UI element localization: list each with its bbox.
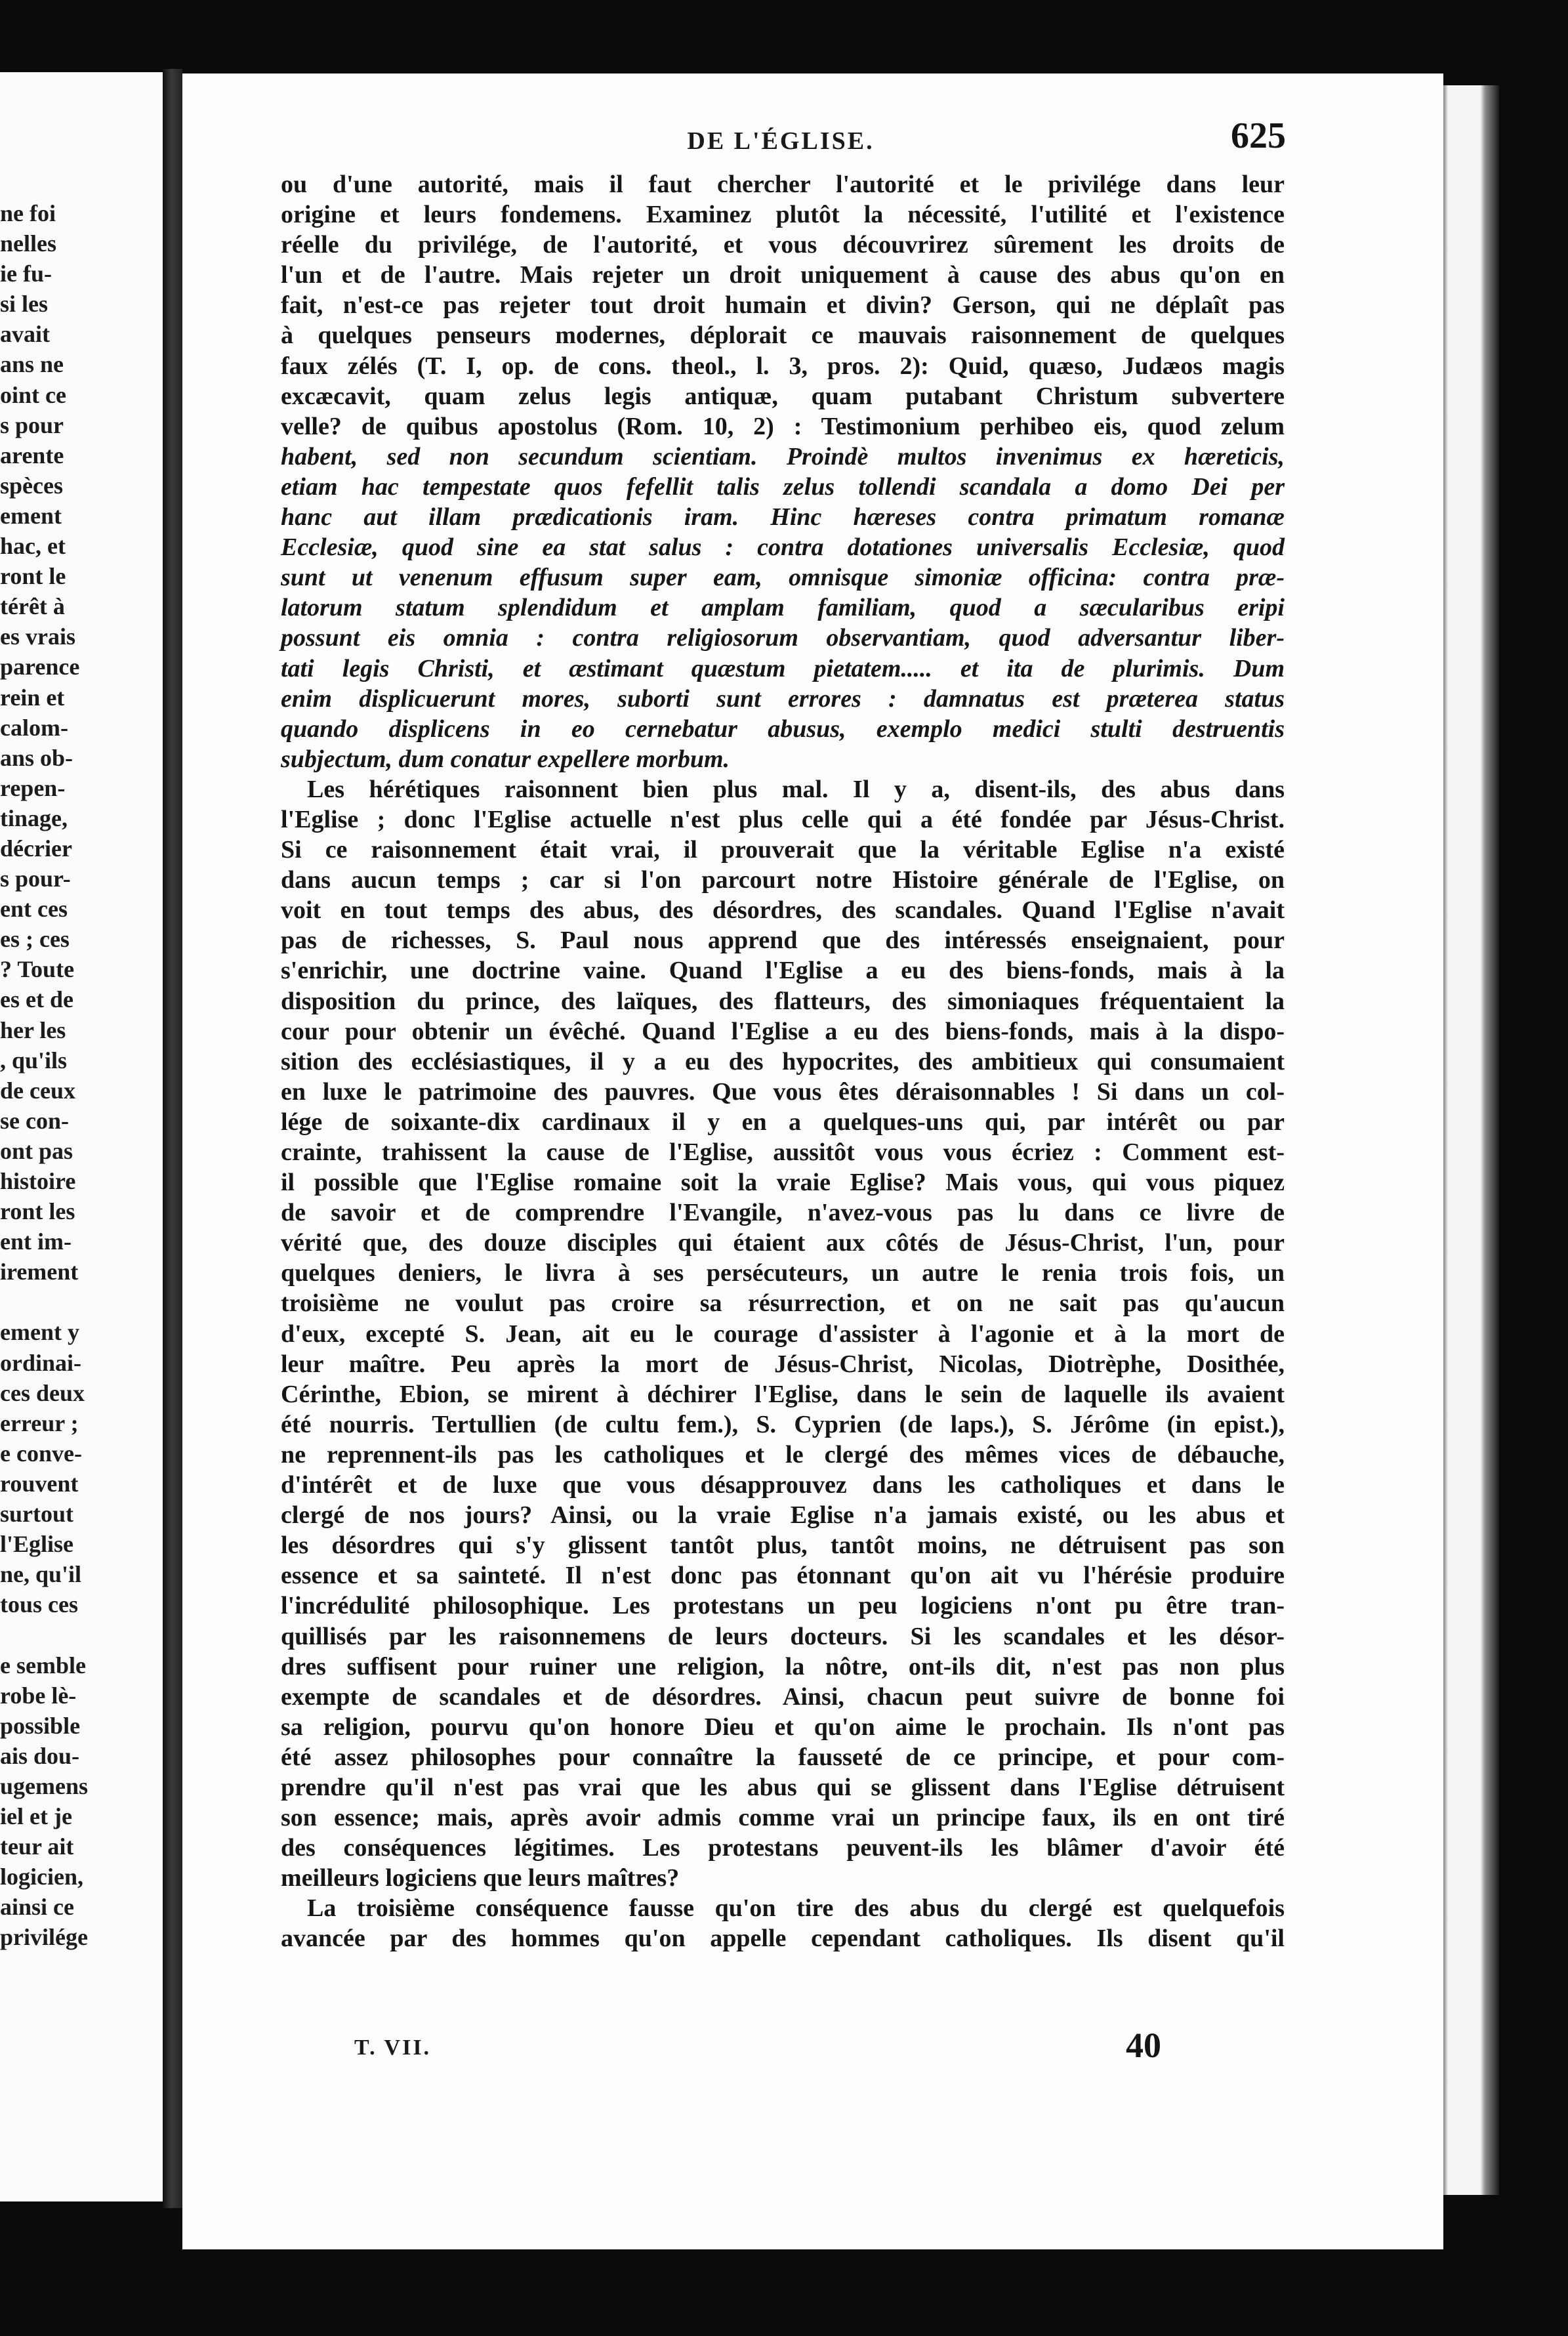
text-line: pas de richesses, S. Paul nous apprend que des intéressés enseignaient, pour xyxy=(281,927,1285,955)
text-line: quelques deniers, le livra à ses persécuteurs, un autre le renia trois fois, un xyxy=(281,1259,1285,1287)
text-line: des conséquences légitimes. Les protestans peuvent-ils les blâmer d'avoir été xyxy=(281,1834,1285,1862)
facing-page-fragment: ans ne xyxy=(0,351,64,378)
text-line: subjectum, dum conatur expellere morbum. xyxy=(281,745,730,773)
text-line: prendre qu'il n'est pas vrai que les abus qui se glissent dans l'Eglise détruisent xyxy=(281,1773,1285,1801)
text-line: La troisième conséquence fausse qu'on tire des abus du clergé est quelquefois xyxy=(307,1894,1285,1923)
facing-page-fragment: robe lè- xyxy=(0,1682,77,1709)
page-footer xyxy=(354,2021,1168,2067)
text-line: sunt ut venenum effusum super eam, omnisque simoniæ officina: contra præ- xyxy=(281,564,1285,592)
text-line: en luxe le patrimoine des pauvres. Que vous êtes déraisonnables ! Si dans un col- xyxy=(281,1077,1285,1106)
text-line: crainte, trahissent la cause de l'Eglise, aussitôt vous vous écriez : Comment est- xyxy=(281,1138,1285,1166)
text-line: à quelques penseurs modernes, déplorait ce mauvais raisonnement de quelques xyxy=(281,322,1285,350)
facing-page-fragment: ement y xyxy=(0,1319,79,1346)
text-line: hanc aut illam prædicationis iram. Hinc hæreses contra primatum romanæ xyxy=(281,503,1285,532)
text-line: réelle du privilége, de l'autorité, et vous découvrirez sûrement les droits de xyxy=(281,231,1285,259)
facing-page-fragment: irement xyxy=(0,1259,79,1285)
text-line: lége de soixante-dix cardinaux il y en a quelques-uns qui, par intérêt ou par xyxy=(281,1108,1285,1136)
text-line: tati legis Christi, et æstimant quæstum pietatem..... et ita de plurimis. Dum xyxy=(281,654,1285,682)
facing-page-left xyxy=(0,72,163,2201)
facing-page-fragment: avait xyxy=(0,321,50,348)
book-gutter xyxy=(163,69,182,2208)
facing-page-fragment: e semble xyxy=(0,1652,86,1679)
text-line: Ecclesiæ, quod sine ea stat salus : contra dotationes universalis Ecclesiæ, quod xyxy=(281,533,1285,562)
signature-mark: 40 xyxy=(1126,2026,1161,2065)
text-line: possunt eis omnia : contra religiosorum observantiam, quod adversantur liber- xyxy=(281,624,1285,652)
facing-page-fragment: arente xyxy=(0,442,64,469)
facing-page-fragment: si les xyxy=(0,291,49,318)
facing-page-fragment: s pour xyxy=(0,411,64,438)
running-title: DE L'ÉGLISE. xyxy=(687,127,875,155)
text-line: origine et leurs fondemens. Examinez plutôt la nécessité, l'utilité et l'existence xyxy=(281,201,1285,229)
text-line: d'eux, excepté S. Jean, ait eu le courage d'assister à l'agonie et à la mort de xyxy=(281,1320,1285,1348)
text-line: clergé de nos jours? Ainsi, ou la vraie Eglise n'a jamais existé, ou les abus et xyxy=(281,1501,1285,1530)
facing-page-fragment: hac, et xyxy=(0,533,66,560)
facing-page-fragment: oint ce xyxy=(0,381,66,408)
facing-page-fragment: ces deux xyxy=(0,1379,85,1406)
facing-page-fragment: nelles xyxy=(0,230,56,257)
text-line: ne reprennent-ils pas les catholiques et le clergé des mêmes vices de débauche, xyxy=(281,1440,1285,1469)
facing-page-fragment: ent im- xyxy=(0,1228,72,1255)
text-line: Cérinthe, Ebion, se mirent à déchirer l'Eglise, dans le sein de laquelle ils avaient xyxy=(281,1380,1285,1408)
facing-page-fragment: térêt à xyxy=(0,593,65,620)
facing-page-fragment: , qu'ils xyxy=(0,1047,68,1074)
text-line: essence et sa sainteté. Il n'est donc pas étonnant qu'on ait vu l'hérésie produire xyxy=(281,1562,1285,1590)
text-line: été assez philosophes pour connaître la fausseté de ce principe, et pour com- xyxy=(281,1743,1285,1771)
text-line: etiam hac tempestate quos fefellit talis zelus tollendi scandala a domo Dei per xyxy=(281,472,1285,501)
facing-page-fragment: l'Eglise xyxy=(0,1531,74,1558)
text-line: faux zélés (T. I, op. de cons. theol., l. 3, pros. 2): Quid, quæso, Judæos magis xyxy=(281,352,1285,380)
page-number: 625 xyxy=(1231,115,1286,156)
facing-page-fragment: ans ob- xyxy=(0,744,73,771)
volume-label: T. VII. xyxy=(354,2035,432,2060)
text-line: sa religion, pourvu qu'on honore Dieu et qu'on aime le prochain. Ils n'ont pas xyxy=(281,1713,1285,1741)
text-line: meilleurs logiciens que leurs maîtres? xyxy=(281,1864,680,1892)
page-edges-right xyxy=(1437,85,1499,2195)
text-line: voit en tout temps des abus, des désordres, des scandales. Quand l'Eglise n'avait xyxy=(281,896,1285,925)
facing-page-fragment: possible xyxy=(0,1712,81,1739)
text-line: été nourris. Tertullien (de cultu fem.), S. Cyprien (de laps.), S. Jérôme (in epist.), xyxy=(281,1410,1285,1438)
facing-page-fragment: ? Toute xyxy=(0,956,75,983)
facing-page-fragment: erreur ; xyxy=(0,1409,79,1436)
facing-page-fragment: histoire xyxy=(0,1168,76,1194)
text-line: dans aucun temps ; car si l'on parcourt notre Histoire générale de l'Eglise, on xyxy=(281,866,1285,894)
facing-page-fragment: iel et je xyxy=(0,1803,72,1829)
facing-page-fragment: tinage, xyxy=(0,804,68,831)
text-line: l'un et de l'autre. Mais rejeter un droit uniquement à cause des abus qu'on en xyxy=(281,261,1285,289)
text-line: l'Eglise ; donc l'Eglise actuelle n'est plus celle qui a été fondée par Jésus-Christ. xyxy=(281,805,1285,833)
facing-page-fragment: her les xyxy=(0,1016,66,1043)
text-line: fait, n'est-ce pas rejeter tout droit humain et divin? Gerson, qui ne déplaît pas xyxy=(281,291,1285,320)
facing-page-fragment: s pour- xyxy=(0,866,71,892)
facing-page-fragment: rouvent xyxy=(0,1470,79,1497)
facing-page-fragment xyxy=(0,1619,105,1650)
facing-page-fragment: ordinai- xyxy=(0,1349,82,1376)
text-line: de savoir et de comprendre l'Evangile, n'avez-vous pas lu dans ce livre de xyxy=(281,1199,1285,1227)
facing-page-fragment: ement xyxy=(0,502,62,529)
facing-page-fragment: ront les xyxy=(0,1198,75,1225)
paragraph-1 xyxy=(281,169,1285,442)
facing-page-fragment: calom- xyxy=(0,714,68,741)
text-line: excæcavit, quam zelus legis antiquæ, quam putabant Christum subvertere xyxy=(281,382,1285,410)
text-line: troisième ne voulut pas croire sa résurrection, et on ne sait pas qu'aucun xyxy=(281,1289,1285,1318)
text-line: enim displicuerunt mores, suborti sunt errores : damnatus est præterea status xyxy=(281,684,1285,713)
text-line: Si ce raisonnement était vrai, il prouverait que la véritable Eglise n'a existé xyxy=(281,836,1285,864)
facing-page-fragment: repen- xyxy=(0,774,66,801)
page-header xyxy=(276,115,1286,167)
facing-page-fragment: e conve- xyxy=(0,1440,82,1467)
facing-page-fragment: tous ces xyxy=(0,1591,78,1618)
text-line: l'incrédulité philosophique. Les protestans un peu logiciens n'ont pu être tran- xyxy=(281,1592,1285,1620)
facing-page-fragment: ront le xyxy=(0,563,66,590)
text-line: les désordres qui s'y glissent tantôt plus, tantôt moins, ne détruisent pas son xyxy=(281,1532,1285,1560)
facing-page-fragment: es vrais xyxy=(0,623,75,650)
facing-page-fragment: se con- xyxy=(0,1107,69,1134)
facing-page-fragment: logicien, xyxy=(0,1864,83,1890)
paragraph-2 xyxy=(281,774,1285,1893)
text-line: habent, sed non secundum scientiam. Proindè multos invenimus ex hæreticis, xyxy=(281,442,1285,470)
text-line: quando displicens in eo cernebatur abusus, exemplo medici stulti destruentis xyxy=(281,715,1285,743)
facing-page-fragment: surtout xyxy=(0,1501,74,1528)
text-line: leur maître. Peu après la mort de Jésus-Christ, Nicolas, Diotrèphe, Dosithée, xyxy=(281,1350,1285,1378)
text-line: son essence; mais, après avoir admis comme vrai un principe faux, ils en ont tiré xyxy=(281,1804,1285,1832)
facing-page-fragment: spèces xyxy=(0,472,63,499)
facing-page-fragment: ugemens xyxy=(0,1772,88,1799)
facing-page-fragment: ont pas xyxy=(0,1137,73,1164)
facing-page-fragment: décrier xyxy=(0,835,72,862)
facing-page-fragment: ainsi ce xyxy=(0,1894,74,1921)
facing-page-fragment: ais dou- xyxy=(0,1742,80,1769)
facing-page-fragment: privilége xyxy=(0,1924,88,1951)
facing-page-fragment: parence xyxy=(0,654,80,680)
text-line: Les hérétiques raisonnent bien plus mal. Il y a, disent-ils, des abus dans xyxy=(307,775,1285,803)
facing-page-text-fragments xyxy=(0,198,105,1952)
facing-page-fragment: rein et xyxy=(0,684,65,711)
text-line: dres suffisent pour ruiner une religion, la nôtre, ont-ils dit, n'est pas non plus xyxy=(281,1652,1285,1680)
text-line: avancée par des hommes qu'on appelle cependant catholiques. Ils disent qu'il xyxy=(281,1925,1285,1953)
latin-quotation xyxy=(281,442,1285,774)
body-text xyxy=(281,169,1285,1954)
text-line: ou d'une autorité, mais il faut chercher l'autorité et le privilége dans leur xyxy=(281,171,1285,198)
text-line: cour pour obtenir un évêché. Quand l'Eglise a eu des biens-fonds, mais à la dispo- xyxy=(281,1017,1285,1045)
text-line: vérité que, des douze disciples qui étaient aux côtés de Jésus-Christ, l'un, pour xyxy=(281,1229,1285,1257)
facing-page-fragment: es ; ces xyxy=(0,926,70,953)
text-line: d'intérêt et de luxe que vous désapprouvez dans les catholiques et dans le xyxy=(281,1471,1285,1499)
facing-page-fragment: ie fu- xyxy=(0,261,52,287)
facing-page-fragment: ne, qu'il xyxy=(0,1561,82,1588)
text-line: sition des ecclésiastiques, il y a eu des hypocrites, des ambitieux qui consumaient xyxy=(281,1047,1285,1075)
text-line: disposition du prince, des laïques, des flatteurs, des simoniaques fréquentaient la xyxy=(281,987,1285,1015)
paragraph-3 xyxy=(281,1893,1285,1953)
text-line: il possible que l'Eglise romaine soit la vraie Eglise? Mais vous, qui vous piquez xyxy=(281,1169,1285,1197)
facing-page-fragment: ent ces xyxy=(0,896,68,923)
text-line: velle? de quibus apostolus (Rom. 10, 2) : Testimonium perhibeo eis, quod zelum xyxy=(281,412,1285,440)
text-line: exempte de scandales et de désordres. Ainsi, chacun peut suivre de bonne foi xyxy=(281,1682,1285,1711)
text-line: s'enrichir, une doctrine vaine. Quand l'Eglise a eu des biens-fonds, mais à la xyxy=(281,957,1285,985)
facing-page-fragment: ne foi xyxy=(0,200,56,226)
facing-page-fragment: de ceux xyxy=(0,1077,75,1104)
text-line: latorum statum splendidum et amplam familiam, quod a sæcularibus eripi xyxy=(281,594,1285,622)
facing-page-fragment xyxy=(0,1287,105,1317)
facing-page-fragment: teur ait xyxy=(0,1833,74,1860)
text-line: quillisés par les raisonnemens de leurs docteurs. Si les scandales et les désor- xyxy=(281,1622,1285,1650)
facing-page-fragment: es et de xyxy=(0,986,73,1013)
